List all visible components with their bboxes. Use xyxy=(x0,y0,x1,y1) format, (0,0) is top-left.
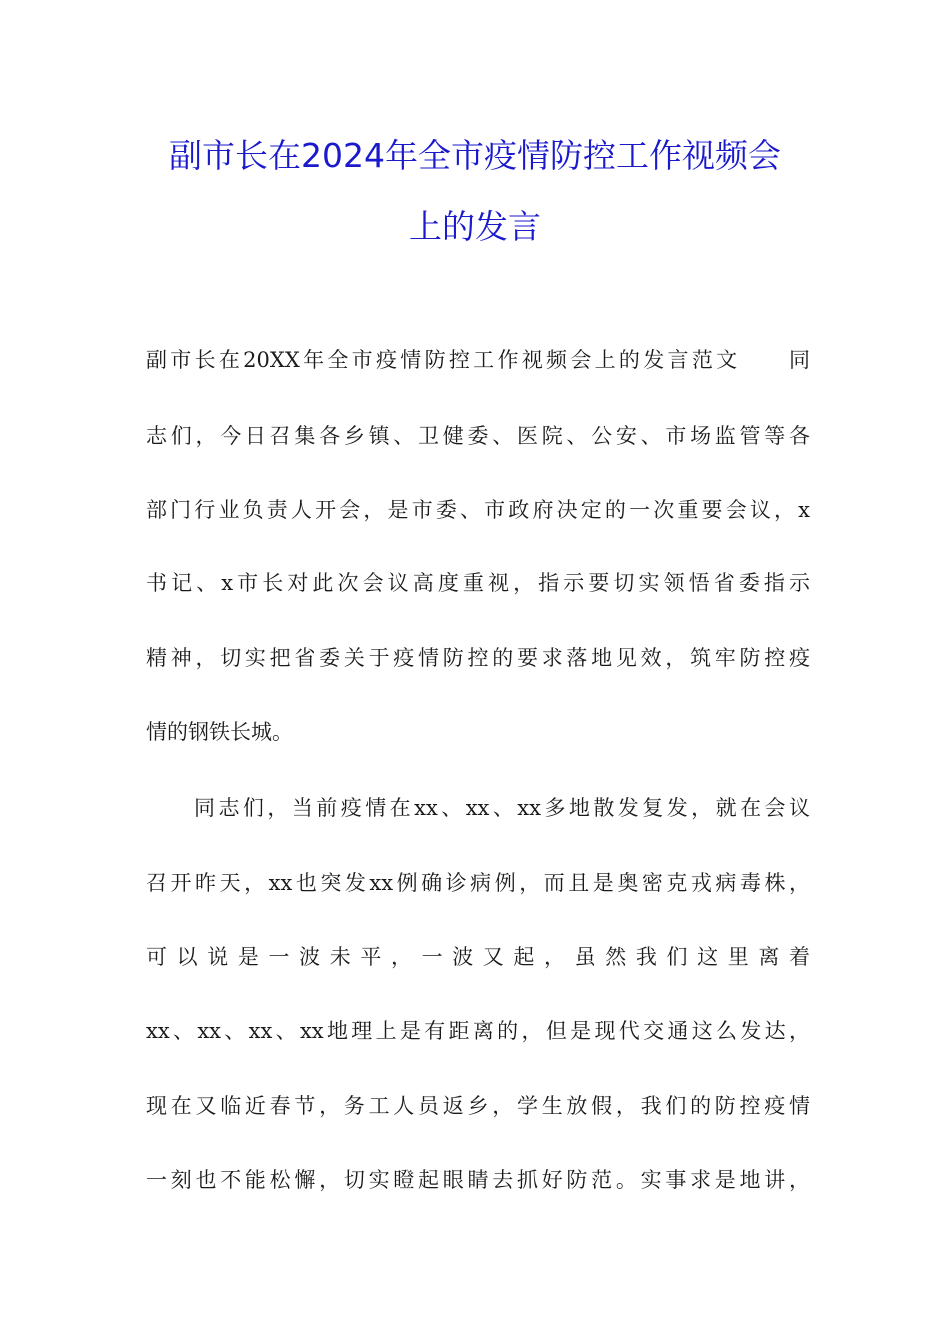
document-title-line-2: 上的发言 xyxy=(409,207,541,246)
paragraph-line: 志们，今日召集各乡镇、卫健委、医院、公安、市场监管等各 xyxy=(146,424,810,448)
paragraph-line: 精神，切实把省委关于疫情防控的要求落地见效，筑牢防控疫 xyxy=(146,646,810,670)
document-title-line-1: 副市长在2024年全市疫情防控工作视频会 xyxy=(169,136,781,175)
paragraph-line: 情的钢铁长城。 xyxy=(146,720,293,744)
paragraph-line: 一刻也不能松懈，切实瞪起眼睛去抓好防范。实事求是地讲， xyxy=(146,1168,810,1192)
paragraph-line: 副市长在20XX年全市疫情防控工作视频会上的发言范文 同 xyxy=(146,348,810,372)
paragraph-line: 书记、x市长对此次会议高度重视，指示要切实领悟省委指示 xyxy=(146,571,810,595)
paragraph-line: 现在又临近春节，务工人员返乡，学生放假，我们的防控疫情 xyxy=(146,1094,810,1118)
paragraph-line: 可以说是一波未平，一波又起，虽然我们这里离着 xyxy=(146,945,810,969)
paragraph-line: xx、xx、xx、xx地理上是有距离的，但是现代交通这么发达， xyxy=(146,1019,810,1043)
paragraph-line: 召开昨天，xx也突发xx例确诊病例，而且是奥密克戎病毒株， xyxy=(146,871,810,895)
paragraph-line: 部门行业负责人开会，是市委、市政府决定的一次重要会议，x xyxy=(146,498,810,522)
paragraph-line: 同志们，当前疫情在xx、xx、xx多地散发复发，就在会议 xyxy=(194,796,810,820)
